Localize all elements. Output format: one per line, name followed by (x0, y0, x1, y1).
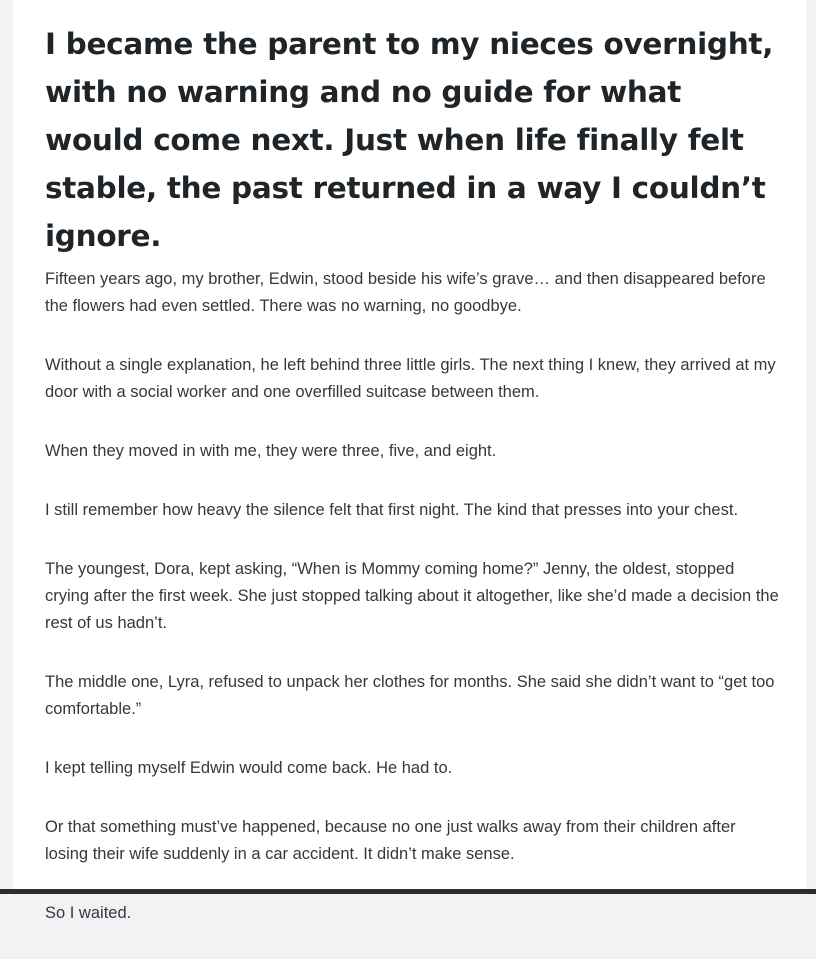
article-headline: I became the parent to my nieces overnight, with no warning and no guide for what would come next. Just when life finally felt stable, the past returned in a way I couldn’t ignore. (45, 27, 774, 253)
article-paragraph: The youngest, Dora, kept asking, “When is Mommy coming home?” Jenny, the oldest, stopped crying after the first week. She just stopped talking about it altogether, like she’d made a decision the rest of us hadn’t. (45, 560, 779, 632)
article-paragraph: I kept telling myself Edwin would come back. He had to. (45, 759, 453, 777)
article-paragraph: I still remember how heavy the silence felt that first night. The kind that presses into your chest. (45, 501, 739, 519)
article-body (45, 20, 780, 959)
article-paragraph: So I waited. (45, 904, 132, 922)
article-page (13, 0, 806, 922)
article-paragraph: Fifteen years ago, my brother, Edwin, stood beside his wife’s grave… and then disappeared before the flowers had even settled. There was no warning, no goodbye. (45, 270, 766, 315)
article-paragraph: Without a single explanation, he left behind three little girls. The next thing I knew, they arrived at my door with a social worker and one overfilled suitcase between them. (45, 356, 776, 401)
article-paragraph: The middle one, Lyra, refused to unpack her clothes for months. She said she didn’t want to “get too comfortable.” (45, 673, 775, 718)
article-paragraph: When they moved in with me, they were three, five, and eight. (45, 442, 497, 460)
bottom-edge-bar (0, 889, 816, 894)
article-paragraph: Or that something must’ve happened, because no one just walks away from their children after losing their wife suddenly in a car accident. It didn’t make sense. (45, 818, 736, 863)
